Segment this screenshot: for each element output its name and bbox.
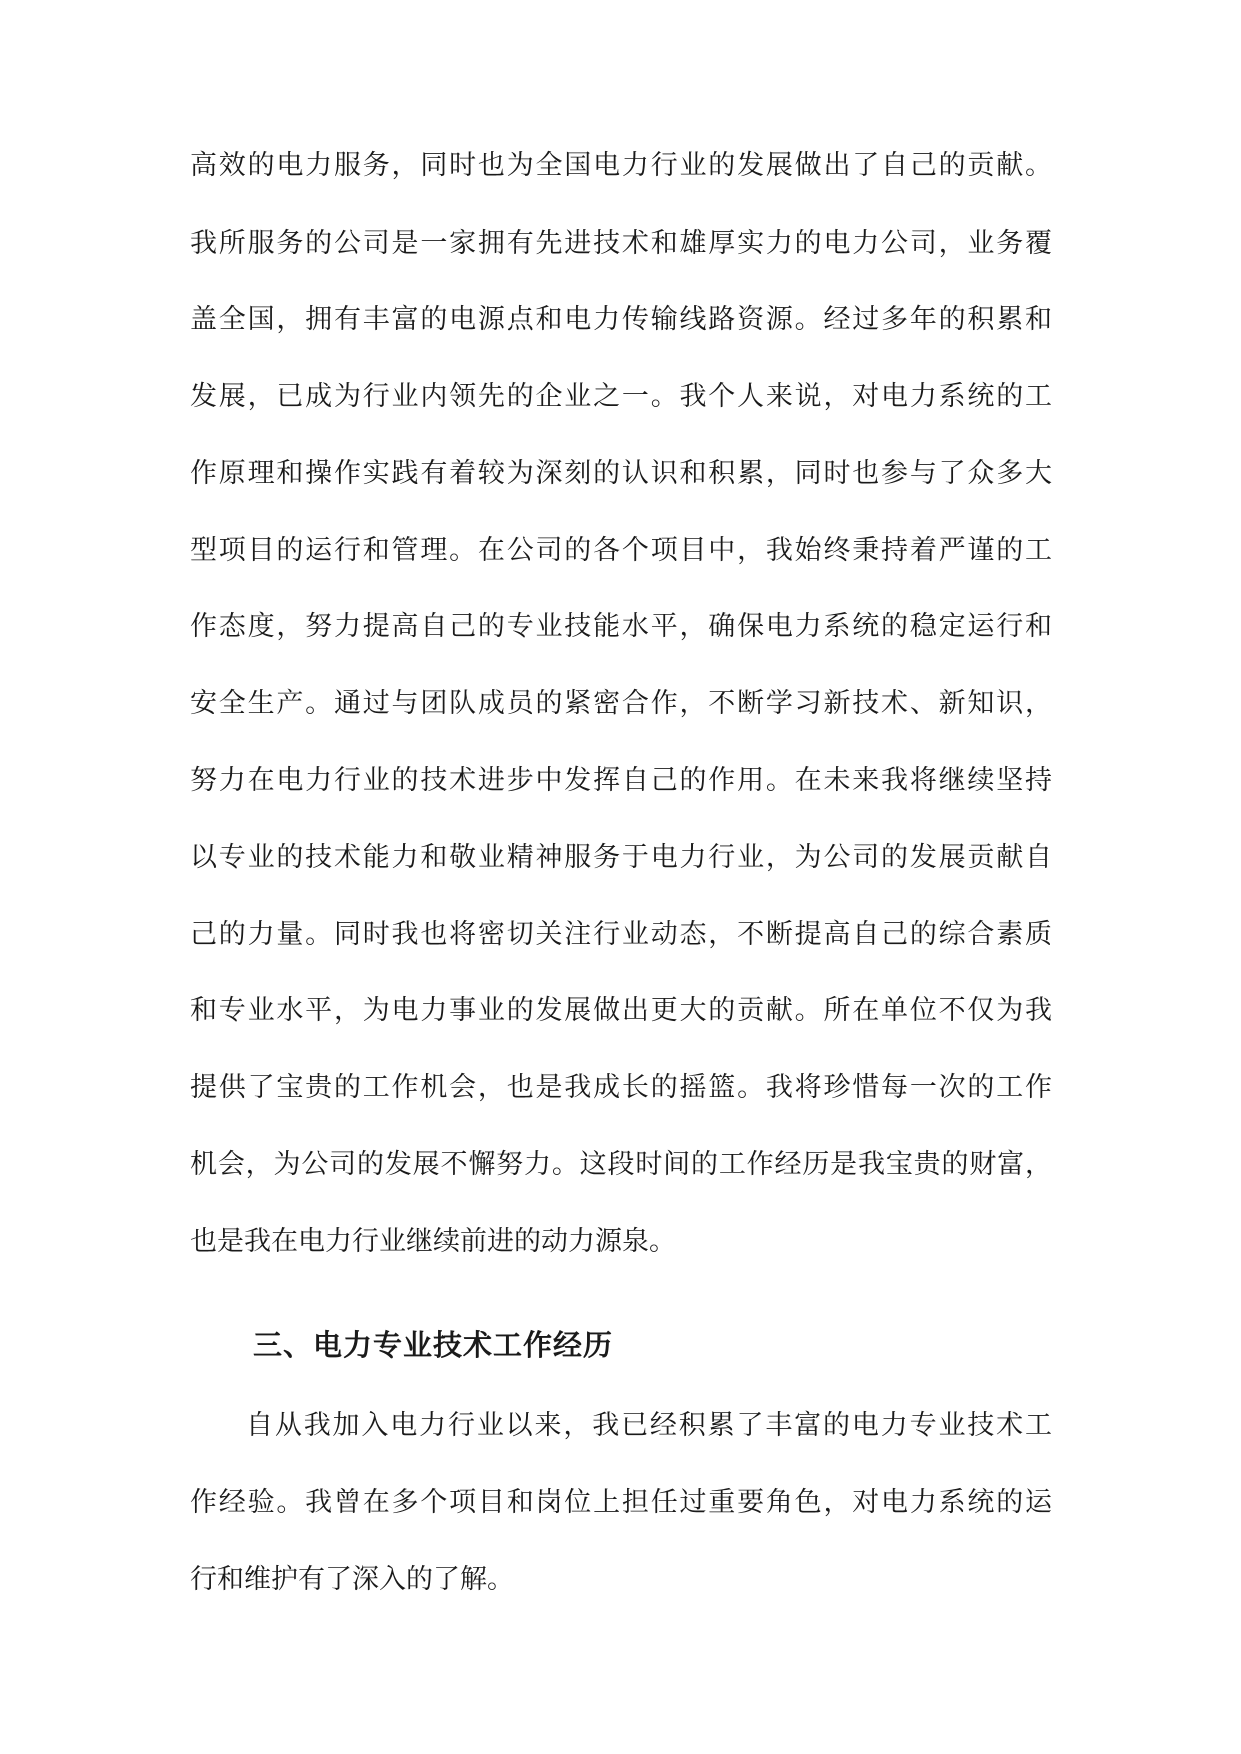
paragraph-line: 也是我在电力行业继续前进的动力源泉。 [190,1226,676,1257]
paragraph-line: 盖全国，拥有丰富的电源点和电力传输线路资源。经过多年的积累和 [190,304,1052,335]
paragraph-line: 我所服务的公司是一家拥有先进技术和雄厚实力的电力公司，业务覆 [190,228,1052,259]
paragraph-line: 安全生产。通过与团队成员的紧密合作，不断学习新技术、新知识， [190,688,1052,719]
paragraph-line: 作原理和操作实践有着较为深刻的认识和积累，同时也参与了众多大 [190,458,1052,489]
paragraph-line: 自从我加入电力行业以来，我已经积累了丰富的电力专业技术工 [246,1410,1052,1441]
paragraph-line: 努力在电力行业的技术进步中发挥自己的作用。在未来我将继续坚持 [190,765,1052,796]
paragraph-line: 发展，已成为行业内领先的企业之一。我个人来说，对电力系统的工 [190,381,1052,412]
paragraph-line: 以专业的技术能力和敬业精神服务于电力行业，为公司的发展贡献自 [190,842,1052,873]
paragraph-line: 行和维护有了深入的了解。 [190,1564,514,1595]
paragraph-line: 作态度，努力提高自己的专业技能水平，确保电力系统的稳定运行和 [190,611,1052,642]
paragraph-line: 己的力量。同时我也将密切关注行业动态，不断提高自己的综合素质 [190,919,1052,950]
section-heading: 三、电力专业技术工作经历 [253,1328,614,1362]
paragraph-line: 高效的电力服务，同时也为全国电力行业的发展做出了自己的贡献。 [190,150,1052,181]
paragraph-line: 作经验。我曾在多个项目和岗位上担任过重要角色，对电力系统的运 [190,1487,1052,1518]
paragraph-line: 型项目的运行和管理。在公司的各个项目中，我始终秉持着严谨的工 [190,535,1052,566]
paragraph-line: 机会，为公司的发展不懈努力。这段时间的工作经历是我宝贵的财富， [190,1149,1052,1180]
paragraph-line: 提供了宝贵的工作机会，也是我成长的摇篮。我将珍惜每一次的工作 [190,1072,1052,1103]
paragraph-line: 和专业水平，为电力事业的发展做出更大的贡献。所在单位不仅为我 [190,995,1052,1026]
